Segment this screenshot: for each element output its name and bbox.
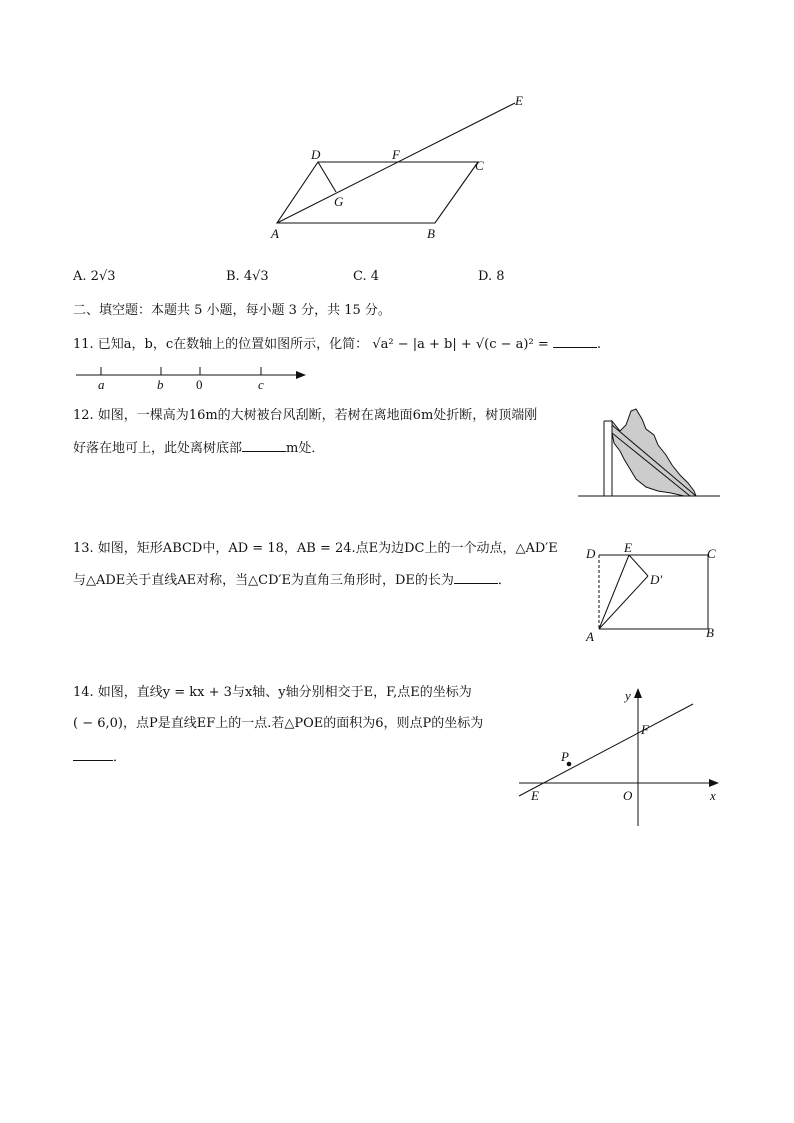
point-label-P: P — [561, 749, 569, 764]
option-b-value: 4√3 — [243, 269, 269, 284]
answer-blank-14[interactable] — [73, 746, 113, 761]
option-b: B. 4√3 — [226, 269, 269, 284]
question-14-line1: 14. 如图，直线y = kx + 3与x轴、y轴分别相交于E，F,点E的坐标为 — [73, 685, 472, 700]
option-d: D. 8 — [478, 269, 505, 284]
rect-label-Dprime: D′ — [650, 572, 663, 587]
option-c: C. 4 — [353, 269, 380, 284]
point-label-O: O — [623, 788, 633, 803]
question-13-line2: 与△ADE关于直线AE对称，当△CD′E为直角三角形时，DE的长为 ． — [73, 569, 511, 591]
rectangle-fold-figure — [582, 540, 722, 646]
label-C: C — [475, 158, 484, 173]
coordinate-figure — [515, 684, 725, 829]
label-E: E — [515, 93, 523, 108]
rect-label-C: C — [707, 546, 716, 561]
numberline-zero: 0 — [196, 377, 203, 392]
question-12-line1: 12. 如图，一棵高为16m的大树被台风刮断，若树在离地面6m处折断，树顶端刚 — [73, 408, 538, 423]
label-D: D — [311, 147, 321, 162]
rect-label-D: D — [586, 546, 596, 561]
answer-blank-12[interactable] — [242, 437, 286, 452]
section-title: 二、填空题：本题共 5 小题，每小题 3 分，共 15 分。 — [73, 303, 391, 318]
question-12-line2: 好落在地可上，此处离树底部 m处． — [73, 437, 324, 459]
label-A: A — [271, 226, 279, 241]
numberline-c: c — [258, 377, 264, 392]
option-c-value: 4 — [370, 269, 380, 284]
numberline-a: a — [98, 377, 105, 392]
label-G: G — [334, 194, 344, 209]
point-label-F: F — [641, 722, 649, 737]
point-label-E: E — [531, 788, 539, 803]
numberline-b: b — [157, 377, 164, 392]
question-11: 11. 已知a，b，c在数轴上的位置如图所示，化简： √a² − |a + b| + √(c − a)² = . — [73, 333, 601, 355]
axis-label-y: y — [625, 688, 631, 703]
question-14-line2: ( − 6,0)，点P是直线EF上的一点.若△POE的面积为6，则点P的坐标为 — [73, 716, 484, 731]
label-F: F — [392, 147, 400, 162]
option-a-value: 2√3 — [90, 269, 116, 284]
answer-blank-11[interactable] — [553, 333, 597, 348]
question-11-expression: √a² − |a + b| + √(c − a)² = — [372, 337, 549, 352]
question-11-text: 11. 已知a，b，c在数轴上的位置如图所示，化简： — [73, 337, 369, 352]
parallelogram-figure — [255, 88, 545, 248]
rect-label-A: A — [586, 629, 594, 644]
number-line — [74, 362, 314, 392]
rect-label-E: E — [624, 540, 632, 555]
question-13-line1: 13. 如图，矩形ABCD中，AD = 18，AB = 24.点E为边DC上的一个动点，△AD′E — [73, 541, 558, 556]
option-a: A. 2√3 — [73, 269, 116, 284]
label-B: B — [427, 226, 435, 241]
answer-blank-13[interactable] — [454, 569, 498, 584]
axis-label-x: x — [710, 788, 716, 803]
broken-tree-figure — [576, 403, 726, 503]
rect-label-B: B — [706, 625, 714, 640]
question-14-line3: ． — [73, 746, 126, 768]
option-d-value: 8 — [496, 269, 505, 284]
